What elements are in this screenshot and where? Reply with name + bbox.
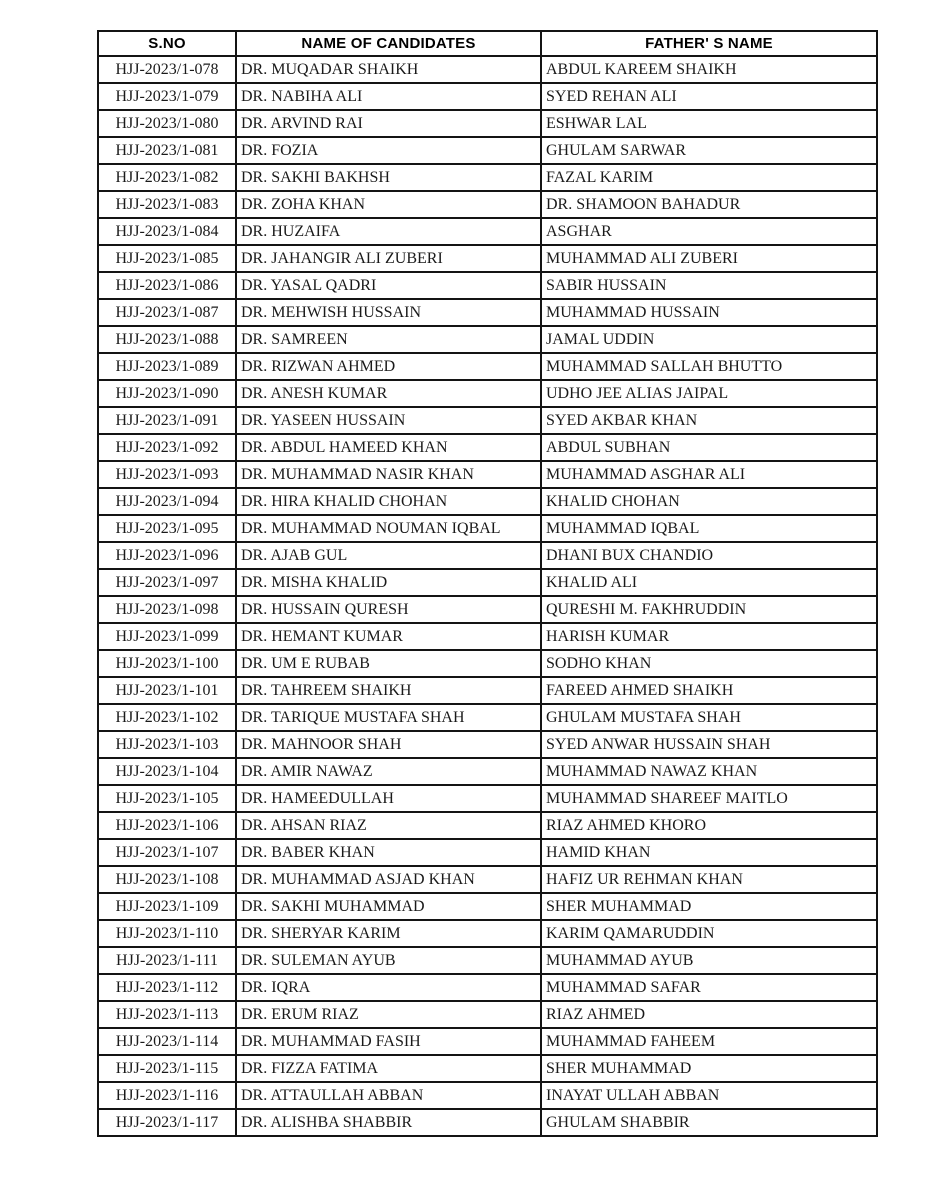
sno-cell: HJJ-2023/1-081 — [98, 137, 236, 164]
father-name-cell: MUHAMMAD NAWAZ KHAN — [541, 758, 877, 785]
table-row — [98, 1082, 877, 1109]
table-row — [98, 569, 877, 596]
father-name-cell: SHER MUHAMMAD — [541, 893, 877, 920]
sno-cell: HJJ-2023/1-079 — [98, 83, 236, 110]
sno-cell: HJJ-2023/1-078 — [98, 56, 236, 83]
sno-cell: HJJ-2023/1-110 — [98, 920, 236, 947]
sno-cell: HJJ-2023/1-086 — [98, 272, 236, 299]
father-name-cell: SABIR HUSSAIN — [541, 272, 877, 299]
father-name-cell: MUHAMMAD SALLAH BHUTTO — [541, 353, 877, 380]
candidate-name-cell: DR. MUHAMMAD FASIH — [236, 1028, 541, 1055]
table-row — [98, 542, 877, 569]
sno-cell: HJJ-2023/1-106 — [98, 812, 236, 839]
father-name-cell: GHULAM SHABBIR — [541, 1109, 877, 1136]
father-name-cell: DHANI BUX CHANDIO — [541, 542, 877, 569]
table-row — [98, 299, 877, 326]
table-row — [98, 1028, 877, 1055]
father-name-cell: ABDUL SUBHAN — [541, 434, 877, 461]
sno-cell: HJJ-2023/1-102 — [98, 704, 236, 731]
father-name-cell: RIAZ AHMED — [541, 1001, 877, 1028]
father-name-cell: GHULAM MUSTAFA SHAH — [541, 704, 877, 731]
candidate-name-cell: DR. ERUM RIAZ — [236, 1001, 541, 1028]
candidate-name-cell: DR. SHERYAR KARIM — [236, 920, 541, 947]
sno-cell: HJJ-2023/1-116 — [98, 1082, 236, 1109]
sno-cell: HJJ-2023/1-080 — [98, 110, 236, 137]
father-name-cell: SYED ANWAR HUSSAIN SHAH — [541, 731, 877, 758]
candidate-name-cell: DR. AMIR NAWAZ — [236, 758, 541, 785]
father-name-cell: JAMAL UDDIN — [541, 326, 877, 353]
candidates-table — [97, 30, 878, 1137]
table-row — [98, 272, 877, 299]
candidate-name-cell: DR. ARVIND RAI — [236, 110, 541, 137]
father-name-cell: MUHAMMAD ALI ZUBERI — [541, 245, 877, 272]
sno-cell: HJJ-2023/1-093 — [98, 461, 236, 488]
father-name-cell: RIAZ AHMED KHORO — [541, 812, 877, 839]
table-row — [98, 947, 877, 974]
father-name-cell: KARIM QAMARUDDIN — [541, 920, 877, 947]
table-row — [98, 245, 877, 272]
candidate-name-cell: DR. HIRA KHALID CHOHAN — [236, 488, 541, 515]
table-row — [98, 488, 877, 515]
sno-cell: HJJ-2023/1-092 — [98, 434, 236, 461]
father-name-cell: ABDUL KAREEM SHAIKH — [541, 56, 877, 83]
father-name-cell: HAFIZ UR REHMAN KHAN — [541, 866, 877, 893]
father-name-cell: KHALID CHOHAN — [541, 488, 877, 515]
candidate-name-cell: DR. YASAL QADRI — [236, 272, 541, 299]
sno-cell: HJJ-2023/1-101 — [98, 677, 236, 704]
candidate-name-cell: DR. FOZIA — [236, 137, 541, 164]
candidate-name-cell: DR. SULEMAN AYUB — [236, 947, 541, 974]
table-row — [98, 839, 877, 866]
father-name-cell: INAYAT ULLAH ABBAN — [541, 1082, 877, 1109]
sno-cell: HJJ-2023/1-090 — [98, 380, 236, 407]
candidate-name-cell: DR. MUHAMMAD ASJAD KHAN — [236, 866, 541, 893]
candidate-name-cell: DR. TARIQUE MUSTAFA SHAH — [236, 704, 541, 731]
father-name-cell: DR. SHAMOON BAHADUR — [541, 191, 877, 218]
sno-cell: HJJ-2023/1-087 — [98, 299, 236, 326]
candidate-name-cell: DR. IQRA — [236, 974, 541, 1001]
candidate-name-cell: DR. HUZAIFA — [236, 218, 541, 245]
header-fathers-name: FATHER' S NAME — [541, 31, 877, 56]
sno-cell: HJJ-2023/1-091 — [98, 407, 236, 434]
father-name-cell: ASGHAR — [541, 218, 877, 245]
candidate-name-cell: DR. ABDUL HAMEED KHAN — [236, 434, 541, 461]
candidate-name-cell: DR. RIZWAN AHMED — [236, 353, 541, 380]
sno-cell: HJJ-2023/1-085 — [98, 245, 236, 272]
table-row — [98, 110, 877, 137]
father-name-cell: FAZAL KARIM — [541, 164, 877, 191]
father-name-cell: MUHAMMAD SHAREEF MAITLO — [541, 785, 877, 812]
header-sno: S.NO — [98, 31, 236, 56]
sno-cell: HJJ-2023/1-098 — [98, 596, 236, 623]
father-name-cell: HAMID KHAN — [541, 839, 877, 866]
father-name-cell: SHER MUHAMMAD — [541, 1055, 877, 1082]
sno-cell: HJJ-2023/1-084 — [98, 218, 236, 245]
header-name-of-candidates: NAME OF CANDIDATES — [236, 31, 541, 56]
sno-cell: HJJ-2023/1-108 — [98, 866, 236, 893]
table-row — [98, 380, 877, 407]
table-row — [98, 1109, 877, 1136]
sno-cell: HJJ-2023/1-114 — [98, 1028, 236, 1055]
table-row — [98, 353, 877, 380]
table-row — [98, 515, 877, 542]
candidate-name-cell: DR. HEMANT KUMAR — [236, 623, 541, 650]
candidate-name-cell: DR. MAHNOOR SHAH — [236, 731, 541, 758]
sno-cell: HJJ-2023/1-109 — [98, 893, 236, 920]
table-row — [98, 434, 877, 461]
father-name-cell: SYED REHAN ALI — [541, 83, 877, 110]
sno-cell: HJJ-2023/1-112 — [98, 974, 236, 1001]
candidate-name-cell: DR. JAHANGIR ALI ZUBERI — [236, 245, 541, 272]
candidate-name-cell: DR. AHSAN RIAZ — [236, 812, 541, 839]
sno-cell: HJJ-2023/1-104 — [98, 758, 236, 785]
father-name-cell: MUHAMMAD ASGHAR ALI — [541, 461, 877, 488]
table-row — [98, 191, 877, 218]
candidate-name-cell: DR. MEHWISH HUSSAIN — [236, 299, 541, 326]
table-row — [98, 812, 877, 839]
table-row — [98, 596, 877, 623]
candidate-name-cell: DR. SAKHI MUHAMMAD — [236, 893, 541, 920]
sno-cell: HJJ-2023/1-088 — [98, 326, 236, 353]
table-row — [98, 866, 877, 893]
table-row — [98, 920, 877, 947]
table-row — [98, 893, 877, 920]
table-row — [98, 461, 877, 488]
father-name-cell: MUHAMMAD HUSSAIN — [541, 299, 877, 326]
table-row — [98, 407, 877, 434]
table-row — [98, 650, 877, 677]
father-name-cell: HARISH KUMAR — [541, 623, 877, 650]
father-name-cell: MUHAMMAD SAFAR — [541, 974, 877, 1001]
candidate-name-cell: DR. YASEEN HUSSAIN — [236, 407, 541, 434]
candidate-name-cell: DR. ALISHBA SHABBIR — [236, 1109, 541, 1136]
father-name-cell: UDHO JEE ALIAS JAIPAL — [541, 380, 877, 407]
table-row — [98, 137, 877, 164]
table-row — [98, 326, 877, 353]
candidate-name-cell: DR. SAKHI BAKHSH — [236, 164, 541, 191]
candidate-name-cell: DR. BABER KHAN — [236, 839, 541, 866]
sno-cell: HJJ-2023/1-105 — [98, 785, 236, 812]
father-name-cell: MUHAMMAD FAHEEM — [541, 1028, 877, 1055]
candidate-name-cell: DR. MISHA KHALID — [236, 569, 541, 596]
father-name-cell: MUHAMMAD AYUB — [541, 947, 877, 974]
table-row — [98, 704, 877, 731]
candidate-name-cell: DR. UM E RUBAB — [236, 650, 541, 677]
candidate-name-cell: DR. FIZZA FATIMA — [236, 1055, 541, 1082]
table-body — [98, 56, 877, 1136]
table-row — [98, 785, 877, 812]
sno-cell: HJJ-2023/1-107 — [98, 839, 236, 866]
candidate-name-cell: DR. AJAB GUL — [236, 542, 541, 569]
table-row — [98, 623, 877, 650]
candidate-name-cell: DR. HUSSAIN QURESH — [236, 596, 541, 623]
father-name-cell: SYED AKBAR KHAN — [541, 407, 877, 434]
sno-cell: HJJ-2023/1-115 — [98, 1055, 236, 1082]
sno-cell: HJJ-2023/1-113 — [98, 1001, 236, 1028]
sno-cell: HJJ-2023/1-111 — [98, 947, 236, 974]
candidate-name-cell: DR. ATTAULLAH ABBAN — [236, 1082, 541, 1109]
candidate-name-cell: DR. ANESH KUMAR — [236, 380, 541, 407]
table-row — [98, 1001, 877, 1028]
table-row — [98, 83, 877, 110]
sno-cell: HJJ-2023/1-099 — [98, 623, 236, 650]
table-row — [98, 758, 877, 785]
candidate-name-cell: DR. NABIHA ALI — [236, 83, 541, 110]
candidate-name-cell: DR. HAMEEDULLAH — [236, 785, 541, 812]
table-row — [98, 1055, 877, 1082]
sno-cell: HJJ-2023/1-095 — [98, 515, 236, 542]
father-name-cell: GHULAM SARWAR — [541, 137, 877, 164]
candidate-name-cell: DR. MUQADAR SHAIKH — [236, 56, 541, 83]
table-row — [98, 56, 877, 83]
table-row — [98, 677, 877, 704]
father-name-cell: KHALID ALI — [541, 569, 877, 596]
table-row — [98, 218, 877, 245]
sno-cell: HJJ-2023/1-103 — [98, 731, 236, 758]
sno-cell: HJJ-2023/1-083 — [98, 191, 236, 218]
candidate-name-cell: DR. MUHAMMAD NASIR KHAN — [236, 461, 541, 488]
header-row — [98, 31, 877, 56]
candidate-name-cell: DR. SAMREEN — [236, 326, 541, 353]
sno-cell: HJJ-2023/1-097 — [98, 569, 236, 596]
candidate-name-cell: DR. TAHREEM SHAIKH — [236, 677, 541, 704]
father-name-cell: ESHWAR LAL — [541, 110, 877, 137]
table-row — [98, 164, 877, 191]
father-name-cell: SODHO KHAN — [541, 650, 877, 677]
candidate-name-cell: DR. MUHAMMAD NOUMAN IQBAL — [236, 515, 541, 542]
sno-cell: HJJ-2023/1-089 — [98, 353, 236, 380]
sno-cell: HJJ-2023/1-096 — [98, 542, 236, 569]
candidate-name-cell: DR. ZOHA KHAN — [236, 191, 541, 218]
sno-cell: HJJ-2023/1-100 — [98, 650, 236, 677]
father-name-cell: QURESHI M. FAKHRUDDIN — [541, 596, 877, 623]
father-name-cell: MUHAMMAD IQBAL — [541, 515, 877, 542]
sno-cell: HJJ-2023/1-094 — [98, 488, 236, 515]
table-row — [98, 974, 877, 1001]
sno-cell: HJJ-2023/1-117 — [98, 1109, 236, 1136]
sno-cell: HJJ-2023/1-082 — [98, 164, 236, 191]
table-row — [98, 731, 877, 758]
father-name-cell: FAREED AHMED SHAIKH — [541, 677, 877, 704]
